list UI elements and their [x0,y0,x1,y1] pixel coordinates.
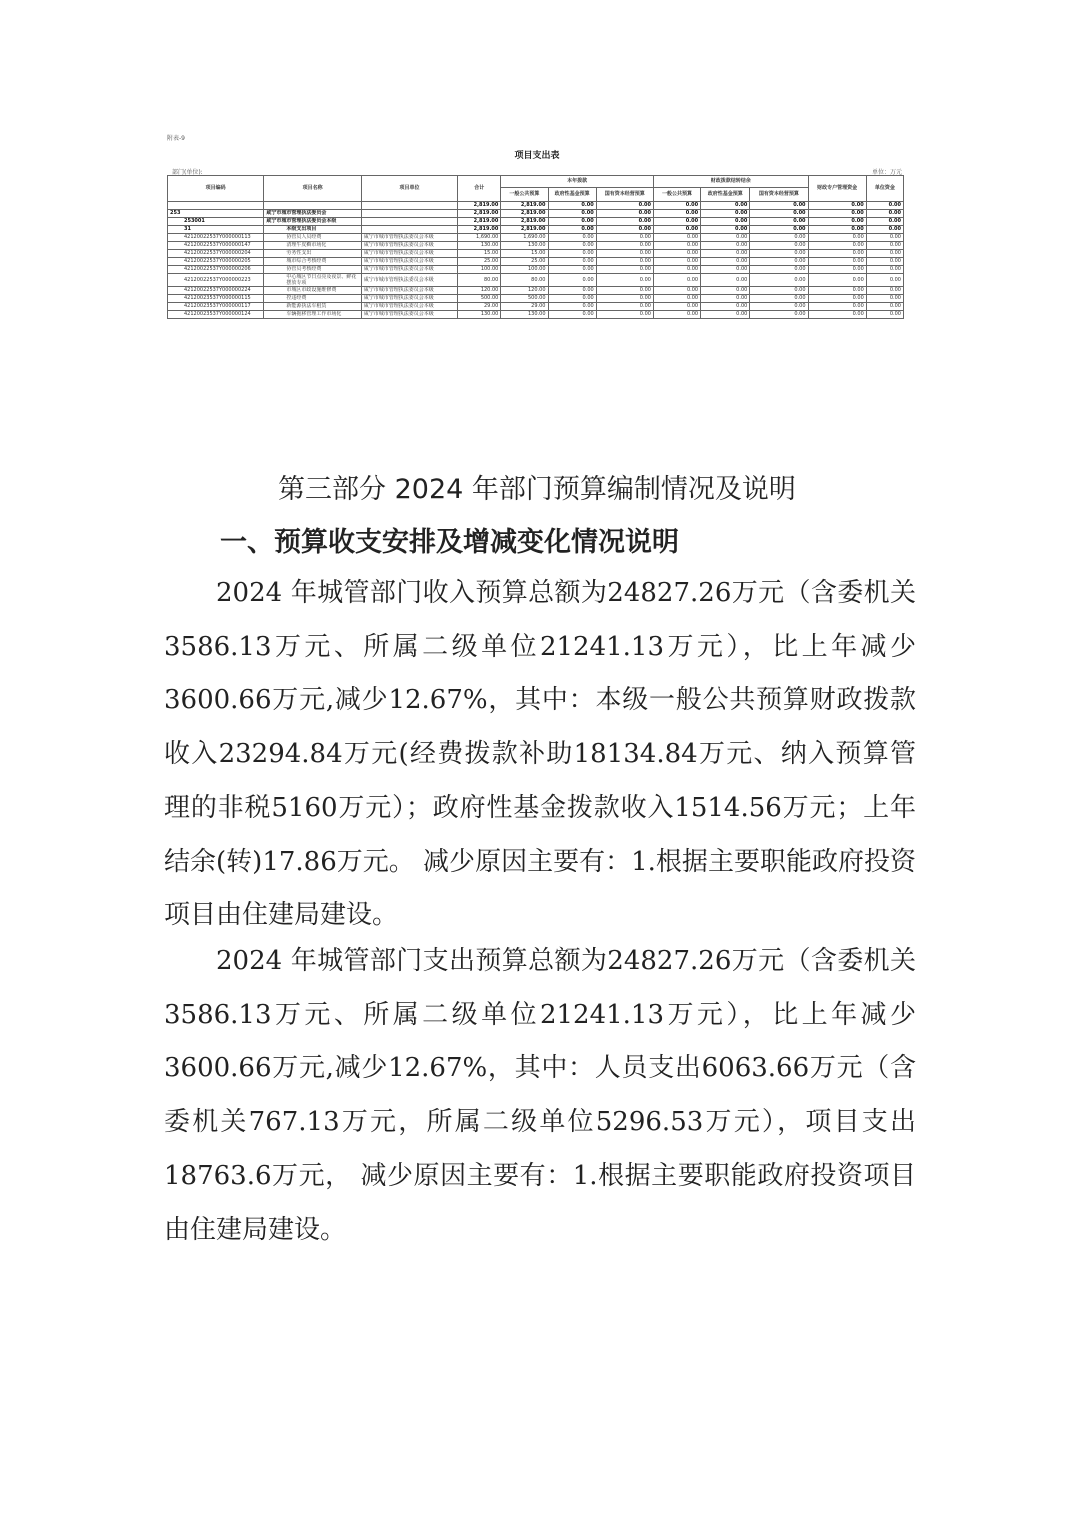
cell-project-code: 253001 [168,218,264,226]
cell-project-name: 控违经费 [264,295,361,303]
cell-amount: 0.00 [808,303,866,311]
cell-amount: 0.00 [808,250,866,258]
cell-amount: 0.00 [701,311,750,319]
cell-amount: 0.00 [750,295,808,303]
cell-amount: 0.00 [548,234,596,242]
cell-project-unit: 咸宁市城市管理执法委员会本级 [361,311,457,319]
cell-project-unit: 咸宁市城市管理执法委员会本级 [361,234,457,242]
table-row [168,218,904,226]
cell-amount: 0.00 [701,303,750,311]
cell-amount: 0.00 [701,295,750,303]
cell-amount: 0.00 [653,295,700,303]
cell-amount: 15.00 [501,250,548,258]
cell-amount: 0.00 [750,311,808,319]
table-row [168,258,904,266]
cell-project-code: 42120023537Y000000124 [168,311,264,319]
table-row [168,234,904,242]
cell-amount: 0.00 [701,226,750,234]
header-special-account: 财政专户管理资金 [808,176,866,202]
cell-amount: 120.00 [458,287,501,295]
header-sub: 国有资本经营预算 [750,188,808,202]
cell-amount: 130.00 [458,242,501,250]
cell-amount: 0.00 [750,250,808,258]
income-paragraph: 2024 年城管部门收入预算总额为24827.26万元（含委机关3586.13万元、所属二级单位21241.13万元），比上年减少3600.66万元,减少12.67%，其中：本级一般公共预算财政拨款收入23294.84万元(经费拨款补助18134.84万元、纳入预算管理的非税5160万元）；政府性基金拨款收入1514.56万元；上年结余(转)17.86万元。 减少原因主要有：1.根据主要职能政府投资项目由住建局建设。 [164,578,916,931]
cell-project-unit: 咸宁市城市管理执法委员会本级 [361,242,457,250]
header-current-year: 本年拨款 [501,176,654,188]
cell-project-name: 咸宁市城市管理执法委员会本级 [264,218,361,226]
cell-project-code: 31 [168,226,264,234]
cell-amount: 130.00 [501,311,548,319]
department-label: 部门(单位): [172,169,203,176]
cell-amount: 1,690.00 [501,234,548,242]
cell-amount: 0.00 [653,287,700,295]
cell-amount: 0.00 [548,287,596,295]
cell-amount: 0.00 [548,202,596,210]
table-row [168,266,904,274]
cell-amount: 0.00 [750,234,808,242]
cell-amount: 0.00 [866,218,903,226]
cell-project-name [264,202,361,210]
cell-amount: 130.00 [501,242,548,250]
cell-amount: 2,819.00 [458,226,501,234]
cell-amount: 0.00 [548,266,596,274]
cell-amount: 2,819.00 [501,218,548,226]
cell-amount: 0.00 [653,311,700,319]
cell-project-unit: 咸宁市城市管理执法委员会本级 [361,287,457,295]
header-sub: 一般公共预算 [501,188,548,202]
project-expenditure-table [167,175,904,319]
cell-amount: 2,819.00 [458,218,501,226]
cell-project-name: 中心城区节日点亮及夜景、鲜花摆放专项 [264,274,361,287]
cell-project-name: 咸宁市城市管理执法委员会 [264,210,361,218]
cell-amount: 0.00 [653,226,700,234]
cell-project-code: 42120022537Y000000205 [168,258,264,266]
cell-amount: 0.00 [808,210,866,218]
cell-amount: 0.00 [866,234,903,242]
section-heading: 第三部分 2024 年部门预算编制情况及说明 [278,474,796,505]
cell-amount: 0.00 [653,234,700,242]
cell-project-unit: 咸宁市城市管理执法委员会本级 [361,303,457,311]
cell-amount: 0.00 [548,274,596,287]
cell-amount: 0.00 [701,274,750,287]
cell-amount: 0.00 [808,234,866,242]
cell-amount: 100.00 [501,266,548,274]
cell-amount: 2,819.00 [458,210,501,218]
header-sub: 政府性基金预算 [701,188,750,202]
cell-project-name: 协管员考核经费 [264,266,361,274]
cell-amount: 15.00 [458,250,501,258]
cell-amount: 100.00 [458,266,501,274]
cell-project-name: 本级支出项目 [264,226,361,234]
header-project-unit: 项目单位 [361,176,457,202]
cell-amount: 0.00 [808,202,866,210]
cell-amount: 25.00 [501,258,548,266]
cell-amount: 0.00 [750,210,808,218]
cell-amount: 0.00 [596,234,653,242]
cell-amount: 0.00 [866,303,903,311]
cell-project-code: 253 [168,210,264,218]
cell-amount: 0.00 [701,210,750,218]
cell-amount: 0.00 [596,258,653,266]
cell-amount: 500.00 [501,295,548,303]
cell-amount: 25.00 [458,258,501,266]
cell-amount: 0.00 [866,250,903,258]
cell-amount: 0.00 [548,295,596,303]
cell-amount: 0.00 [701,202,750,210]
cell-amount: 0.00 [596,303,653,311]
cell-amount: 0.00 [750,226,808,234]
cell-amount: 0.00 [596,202,653,210]
header-project-name: 项目名称 [264,176,361,202]
cell-amount: 0.00 [866,242,903,250]
cell-amount: 0.00 [866,258,903,266]
table-row [168,202,904,210]
cell-project-code: 42120022537Y000000223 [168,274,264,287]
cell-project-code: 42120022537Y000000204 [168,250,264,258]
cell-project-name: 清理牛皮癣市场化 [264,242,361,250]
table-row [168,303,904,311]
cell-project-name: 新能源执法车租赁 [264,303,361,311]
header-sub: 国有资本经营预算 [596,188,653,202]
cell-project-name: 劳务性支出 [264,250,361,258]
attachment-label: 附表-9 [167,135,185,142]
cell-amount: 29.00 [458,303,501,311]
cell-amount: 0.00 [653,218,700,226]
table-row [168,295,904,303]
cell-amount: 0.00 [750,303,808,311]
cell-amount: 0.00 [866,266,903,274]
cell-amount: 1,690.00 [458,234,501,242]
cell-project-code [168,202,264,210]
cell-amount: 0.00 [808,311,866,319]
cell-amount: 0.00 [808,266,866,274]
cell-amount: 0.00 [808,226,866,234]
cell-project-unit: 咸宁市城市管理执法委员会本级 [361,274,457,287]
cell-amount: 0.00 [701,242,750,250]
cell-project-unit: 咸宁市城市管理执法委员会本级 [361,266,457,274]
table-row [168,311,904,319]
cell-amount: 0.00 [548,226,596,234]
cell-project-code: 42120022537Y000000147 [168,242,264,250]
cell-amount: 0.00 [596,266,653,274]
cell-amount: 2,819.00 [501,210,548,218]
cell-amount: 0.00 [701,234,750,242]
table-title: 项目支出表 [514,151,560,161]
cell-project-unit [361,202,457,210]
cell-amount: 2,819.00 [501,202,548,210]
cell-amount: 0.00 [548,250,596,258]
cell-amount: 0.00 [653,274,700,287]
cell-amount: 0.00 [866,295,903,303]
cell-project-code: 42120022537Y000000113 [168,234,264,242]
cell-amount: 0.00 [653,258,700,266]
cell-amount: 0.00 [750,287,808,295]
cell-amount: 0.00 [653,266,700,274]
cell-amount: 0.00 [866,274,903,287]
expenditure-paragraph: 2024 年城管部门支出预算总额为24827.26万元（含委机关3586.13万元、所属二级单位21241.13万元），比上年减少3600.66万元,减少12.67%，其中：人员支出6063.66万元（含委机关767.13万元，所属二级单位5296.53万元），项目支出18763.6万元， 减少原因主要有：1.根据主要职能政府投资项目由住建局建设。 [164,946,916,1245]
table-row [168,250,904,258]
cell-amount: 80.00 [501,274,548,287]
cell-amount: 0.00 [808,274,866,287]
table-row [168,274,904,287]
cell-amount: 0.00 [866,311,903,319]
cell-amount: 0.00 [653,202,700,210]
cell-amount: 0.00 [866,210,903,218]
cell-amount: 0.00 [548,218,596,226]
cell-amount: 0.00 [653,303,700,311]
cell-amount: 0.00 [750,218,808,226]
cell-amount: 0.00 [866,287,903,295]
cell-project-name: 车辆拖移管理工作市场化 [264,311,361,319]
cell-amount: 0.00 [808,242,866,250]
cell-amount: 0.00 [808,218,866,226]
sub-heading: 一、预算收支安排及增减变化情况说明 [220,527,679,558]
cell-amount: 0.00 [596,274,653,287]
cell-amount: 0.00 [596,250,653,258]
cell-amount: 0.00 [701,218,750,226]
table-row [168,242,904,250]
cell-amount: 0.00 [596,295,653,303]
cell-amount: 0.00 [750,274,808,287]
cell-project-unit: 咸宁市城市管理执法委员会本级 [361,295,457,303]
cell-amount: 0.00 [701,287,750,295]
cell-project-name: 城市综合考核经费 [264,258,361,266]
cell-amount: 0.00 [548,258,596,266]
cell-project-code: 42120023537Y000000115 [168,295,264,303]
cell-project-unit [361,210,457,218]
cell-project-code: 42120023537Y000000117 [168,303,264,311]
cell-project-name: 市城区市政设施维修费 [264,287,361,295]
table-row [168,210,904,218]
cell-amount: 0.00 [653,242,700,250]
cell-amount: 0.00 [548,242,596,250]
cell-amount: 0.00 [596,226,653,234]
cell-amount: 0.00 [808,258,866,266]
cell-amount: 0.00 [548,311,596,319]
cell-amount: 0.00 [653,250,700,258]
cell-amount: 0.00 [548,210,596,218]
cell-amount: 0.00 [701,258,750,266]
cell-amount: 0.00 [750,258,808,266]
cell-amount: 0.00 [701,250,750,258]
cell-amount: 0.00 [596,311,653,319]
cell-amount: 0.00 [596,287,653,295]
header-carryover: 财政拨款结转结余 [653,176,808,188]
cell-amount: 0.00 [808,287,866,295]
cell-amount: 0.00 [701,266,750,274]
cell-amount: 0.00 [750,242,808,250]
header-sub: 一般公共预算 [653,188,700,202]
cell-project-unit [361,226,457,234]
cell-amount: 0.00 [808,295,866,303]
cell-project-name: 协管员人员经费 [264,234,361,242]
cell-project-unit: 咸宁市城市管理执法委员会本级 [361,258,457,266]
cell-amount: 2,819.00 [501,226,548,234]
cell-amount: 0.00 [548,303,596,311]
cell-amount: 0.00 [653,210,700,218]
unit-label: 单位：万元 [871,169,902,176]
cell-amount: 0.00 [866,226,903,234]
header-unit-funds: 单位资金 [866,176,903,202]
cell-amount: 0.00 [596,218,653,226]
header-total: 合计 [458,176,501,202]
header-sub: 政府性基金预算 [548,188,596,202]
cell-amount: 120.00 [501,287,548,295]
cell-project-unit [361,218,457,226]
cell-amount: 2,819.00 [458,202,501,210]
cell-project-unit: 咸宁市城市管理执法委员会本级 [361,250,457,258]
cell-amount: 0.00 [596,210,653,218]
cell-project-code: 42120022537Y000000206 [168,266,264,274]
cell-amount: 29.00 [501,303,548,311]
table-row [168,287,904,295]
cell-amount: 500.00 [458,295,501,303]
cell-amount: 80.00 [458,274,501,287]
table-row [168,226,904,234]
cell-amount: 0.00 [866,202,903,210]
header-project-code: 项目编码 [168,176,264,202]
cell-amount: 0.00 [596,242,653,250]
cell-project-code: 42120022537Y000000224 [168,287,264,295]
cell-amount: 0.00 [750,266,808,274]
cell-amount: 0.00 [750,202,808,210]
cell-amount: 130.00 [458,311,501,319]
